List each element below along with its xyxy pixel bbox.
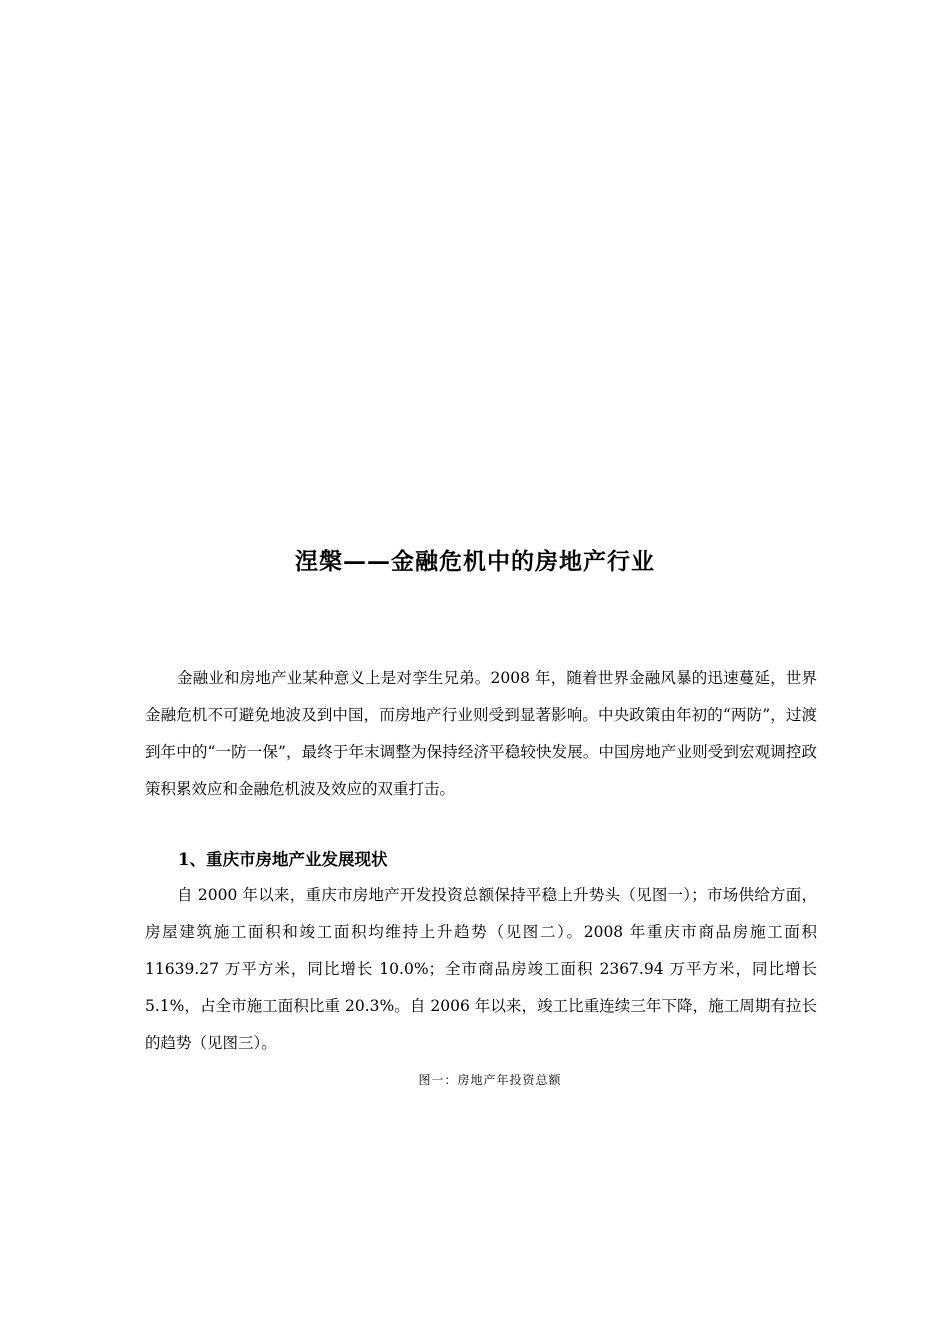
figure-caption: 图一：房地产年投资总额 [418,1073,562,1087]
document-title: 涅槃——金融危机中的房地产行业 [295,548,655,575]
section-paragraph: 自 2000 年以来，重庆市房地产开发投资总额保持平稳上升势头（见图一）；市场供给方面，房屋建筑施工面积和竣工面积均维持上升趋势（见图二）。2008 年重庆市商品房施工面积 11639.27 万平方米，同比增长 10.0%；全市商品房竣工面积 2367.94 万平方米，同比增长 5.1%，占全市施工面积比重 20.3%。自 2006 年以来，竣工比重连续三年下降，施工周期有拉长的趋势（见图三）。 [145,886,817,1052]
intro-paragraph: 金融业和房地产业某种意义上是对孪生兄弟。2008 年，随着世界金融风暴的迅速蔓延，世界金融危机不可避免地波及到中国，而房地产行业则受到显著影响。中央政策由年初的“两防”，过渡到年中的“一防一保”，最终于年末调整为保持经济平稳较快发展。中国房地产业则受到宏观调控政策积累效应和金融危机波及效应的双重打击。 [145,669,817,798]
section-heading: 1、重庆市房地产业发展现状 [178,850,388,869]
